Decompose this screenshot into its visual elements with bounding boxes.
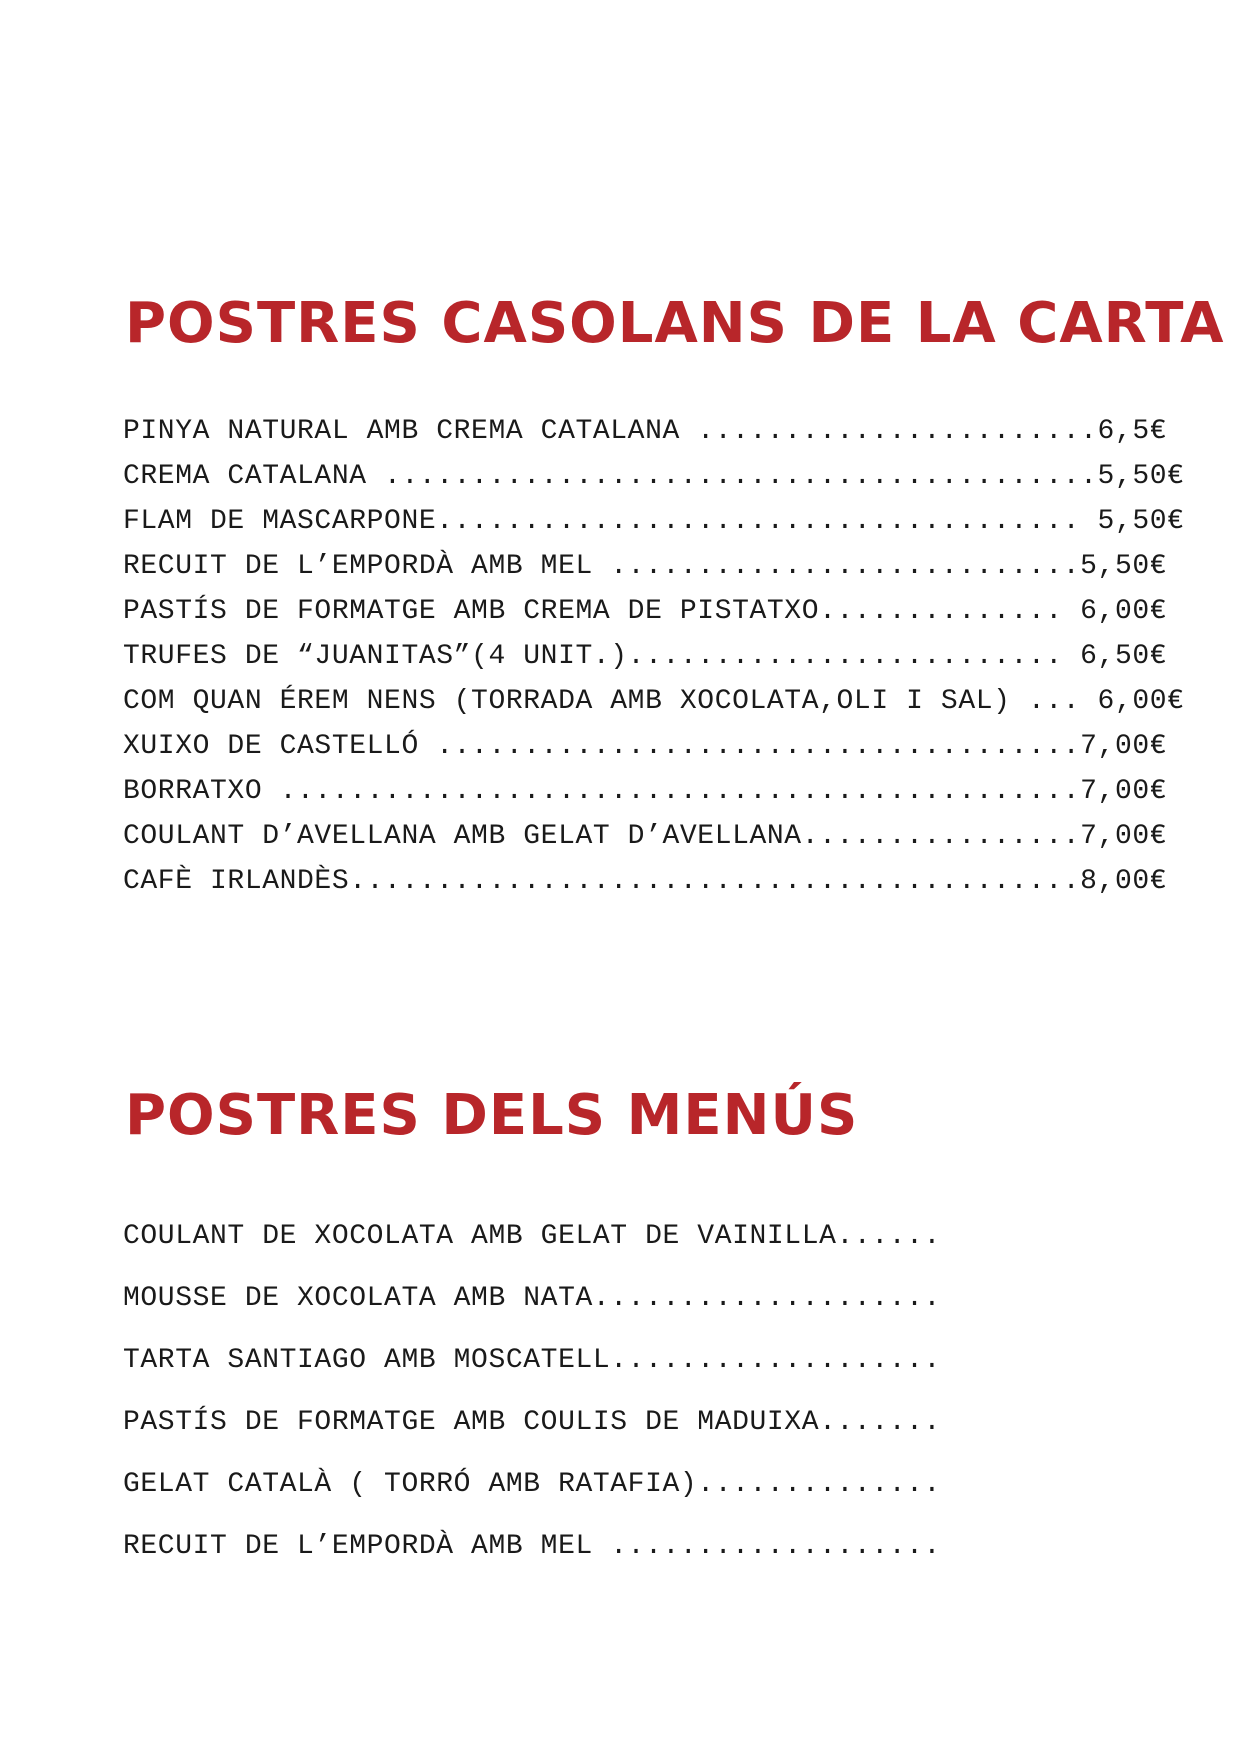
section-title-menus: POSTRES DELS MENÚS: [125, 1083, 859, 1148]
menu-item: COULANT DE XOCOLATA AMB GELAT DE VAINILLA......: [123, 1221, 941, 1252]
menu-item: MOUSSE DE XOCOLATA AMB NATA....................: [123, 1283, 941, 1314]
menu-item: BORRATXO ..............................................7,00€: [123, 776, 1168, 807]
menu-item: PASTÍS DE FORMATGE AMB COULIS DE MADUIXA.......: [123, 1407, 941, 1438]
section-title-carta: POSTRES CASOLANS DE LA CARTA: [125, 291, 1225, 356]
menu-item: PASTÍS DE FORMATGE AMB CREMA DE PISTATXO.............. 6,00€: [123, 596, 1168, 627]
menu-item: GELAT CATALÀ ( TORRÓ AMB RATAFIA)..............: [123, 1469, 941, 1500]
menu-item: RECUIT DE L’EMPORDÀ AMB MEL ...................: [123, 1531, 941, 1562]
menu-item: CREMA CATALANA .........................................5,50€: [123, 461, 1185, 492]
menu-item: RECUIT DE L’EMPORDÀ AMB MEL ...........................5,50€: [123, 551, 1168, 582]
menu-item: CAFÈ IRLANDÈS..........................................8,00€: [123, 866, 1168, 897]
menu-item: TRUFES DE “JUANITAS”(4 UNIT.)......................... 6,50€: [123, 641, 1168, 672]
menu-item: FLAM DE MASCARPONE..................................... 5,50€: [123, 506, 1185, 537]
menu-item: PINYA NATURAL AMB CREMA CATALANA .......................6,5€: [123, 416, 1168, 447]
menu-item: XUIXO DE CASTELLÓ .....................................7,00€: [123, 731, 1168, 762]
menu-item: COULANT D’AVELLANA AMB GELAT D’AVELLANA................7,00€: [123, 821, 1168, 852]
menu-item: TARTA SANTIAGO AMB MOSCATELL...................: [123, 1345, 941, 1376]
menu-item: COM QUAN ÉREM NENS (TORRADA AMB XOCOLATA,OLI I SAL) ... 6,00€: [123, 686, 1185, 717]
